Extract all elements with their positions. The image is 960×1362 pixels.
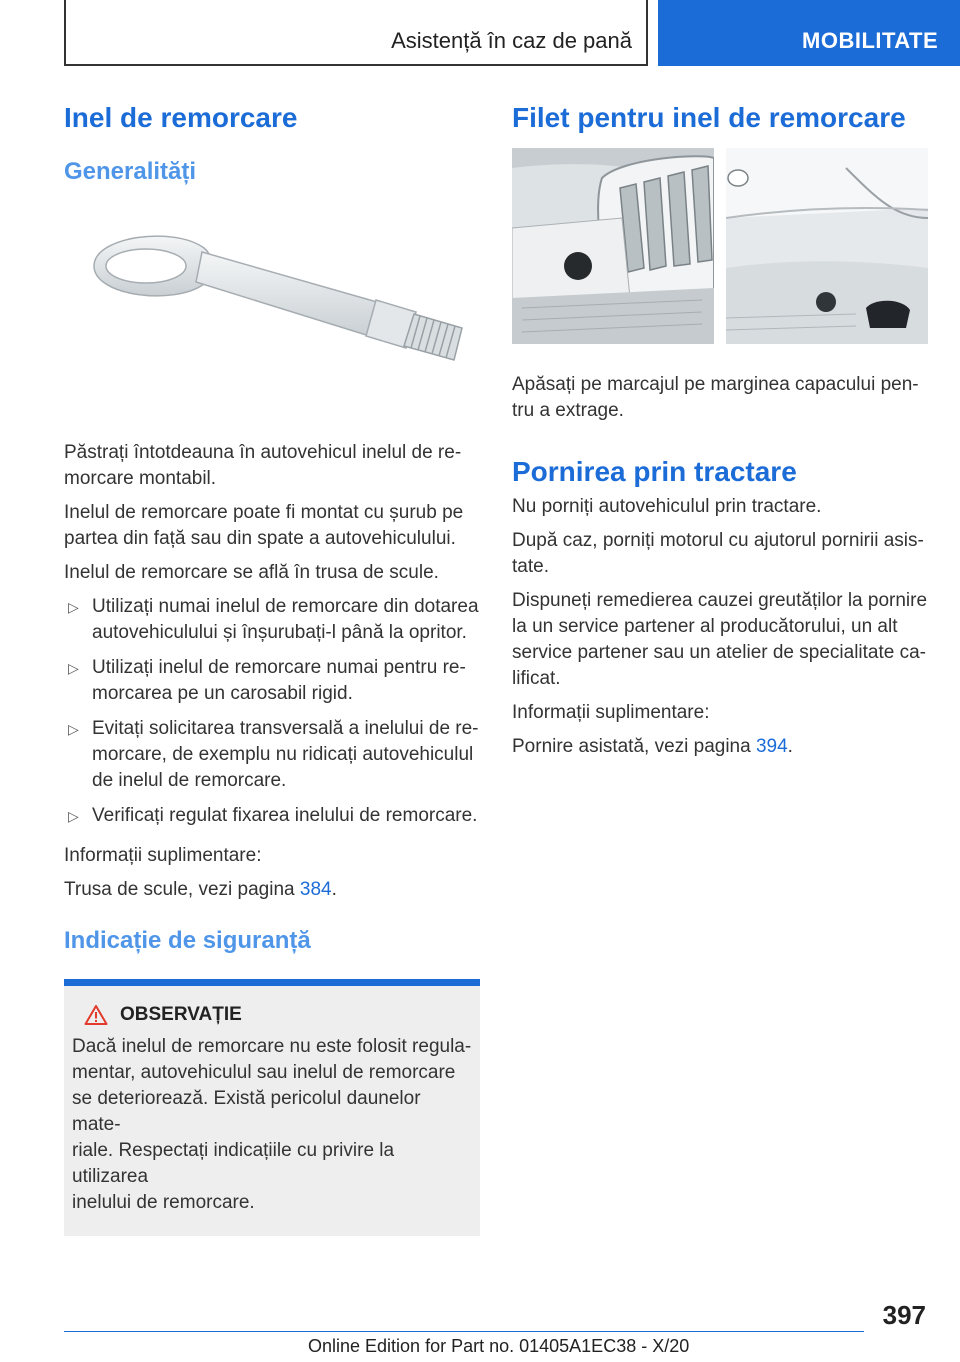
triangle-bullet-icon: ▷ [68,721,79,737]
heading-tow-ring: Inel de remorcare [64,102,298,133]
heading-general: Generalități [64,158,197,185]
triangle-bullet-icon: ▷ [68,808,79,824]
notice-text: Dacă inelul de remorcare nu este folosit regula- mentar, autovehiculul sau inelul de remorcare se deteriorează. Există pericolul daunelor mate- riale. Respectați indicațiile cu privire la utilizarea inelului de remorcare. [72,1036,472,1213]
warning-icon [84,1004,108,1026]
paragraph-mounting: Inelul de remorcare poate fi montat cu șurub pe partea din față sau din spate a autovehiculului. [64,502,464,549]
usage-list [64,594,480,829]
edition-info: Online Edition for Part no. 01405A1EC38 - X/20 [308,1336,690,1356]
paragraph-service: Dispuneți remedierea cauzei greutăților la pornire la un service partener al producătorului, un alt service partener sau un atelier de specialitate ca- lificat. [512,590,928,689]
notice-heading: OBSERVAȚIE [84,1004,472,1026]
list-item: ▷ Verificați regulat fixarea inelului de remorcare. [64,803,480,829]
heading-thread: Filet pentru inel de remorcare [512,102,906,133]
right-column [512,100,928,768]
list-item: ▷ Utilizați numai inelul de remorcare din dotarea autovehiculului și înșurubați-l până la opritor. [68,596,479,643]
list-item: ▷ Utilizați inelul de remorcare numai pentru re- morcarea pe un carosabil rigid. [68,657,466,704]
tow-ring-image [64,196,480,436]
page-link-384[interactable]: 384 [299,879,332,900]
rear-bumper-image [726,148,928,344]
paragraph-no-tow-start: Nu porniți autovehiculul prin tractare. [512,496,822,517]
triangle-bullet-icon: ▷ [68,599,79,615]
heading-tow-start: Pornirea prin tractare [512,456,797,487]
reference-jump-start: Pornire asistată, vezi pagina 394. [512,736,793,757]
section-tab [658,0,960,66]
page-link-394[interactable]: 394 [755,736,788,757]
paragraph-press-marking: Apăsați pe marcajul pe marginea capacului pen- tru a extrage. [512,374,919,421]
triangle-bullet-icon: ▷ [68,660,79,676]
breadcrumb [64,0,648,66]
more-info-label: Informații suplimentare: [64,845,262,866]
breadcrumb-label: Asistență în caz de pană [391,28,632,53]
paragraph-keep-ring: Păstrați întotdeauna în autovehicul inelul de re- morcare montabil. [64,442,462,489]
list-item: ▷ Evitați solicitarea transversală a inelului de re- morcare, de exemplu nu ridicați autovehiculul de inelul de remorcare. [68,718,479,791]
notice-box [64,979,480,1236]
thread-photos [512,148,928,344]
paragraph-jump-start: După caz, porniți motorul cu ajutorul pornirii asis- tate. [512,530,924,577]
section-label: MOBILITATE [802,28,939,53]
page-header [0,0,960,66]
footer-divider [64,1331,864,1332]
left-column [64,100,480,1236]
reference-toolkit: Trusa de scule, vezi pagina 384. [64,879,337,900]
heading-safety: Indicație de siguranță [64,927,311,954]
paragraph-location: Inelul de remorcare se află în trusa de scule. [64,562,439,583]
more-info-label: Informații suplimentare: [512,702,710,723]
page-number: 397 [882,1300,926,1330]
tow-ring-illustration [64,196,480,436]
front-bumper-image [512,148,714,344]
